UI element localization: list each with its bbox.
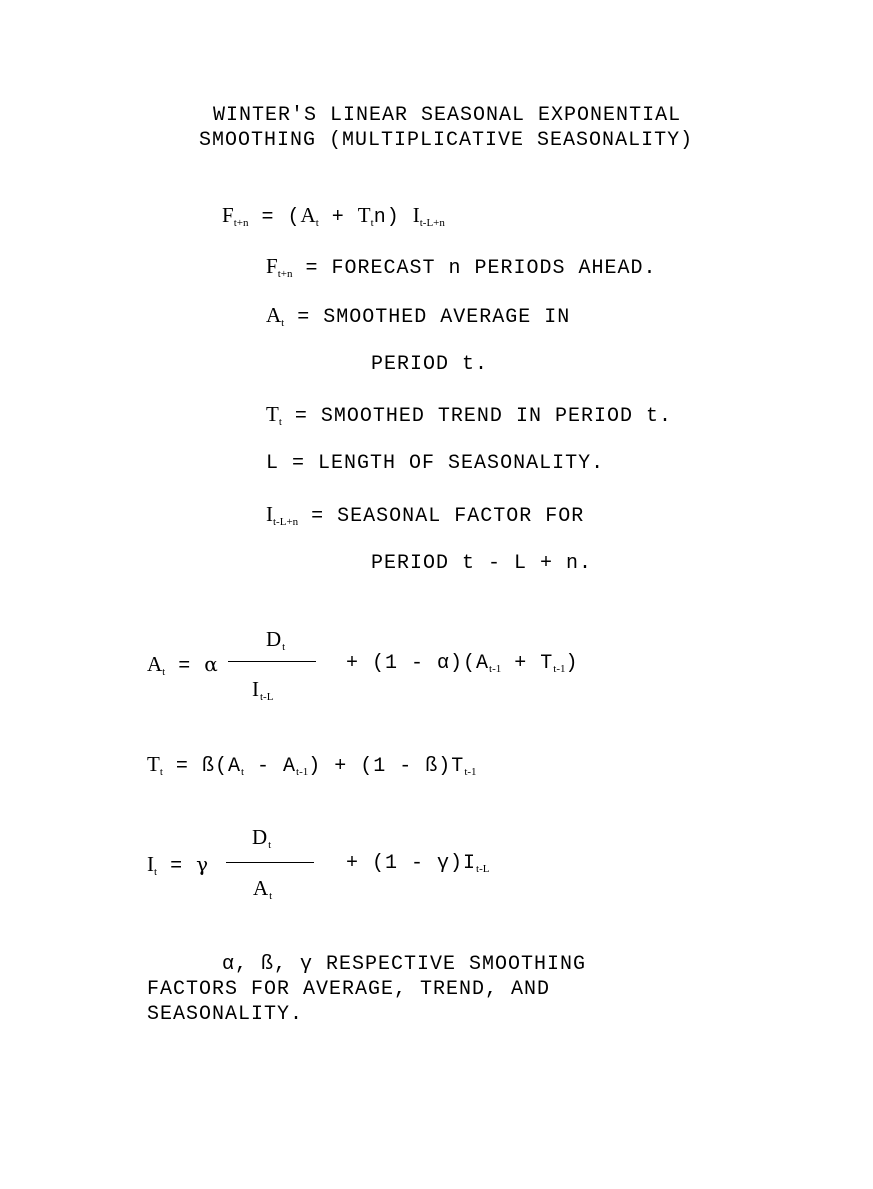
trend-part-3: ) + (1 - ß)T: [308, 755, 465, 778]
forecast-equation: [222, 203, 445, 229]
numerator-sub: t: [268, 839, 272, 851]
title-line-1: WINTER'S LINEAR SEASONAL EXPONENTIAL: [213, 104, 682, 127]
denominator-symbol: A: [253, 876, 270, 900]
title-line-2: SMOOTHING (MULTIPLICATIVE SEASONALITY): [199, 129, 694, 152]
definition-symbol: A: [266, 303, 282, 327]
average-rest-b: + T: [514, 652, 554, 675]
trend-equation: [147, 752, 477, 778]
forecast-t-sub: t: [370, 217, 374, 229]
denominator-sub: t: [269, 890, 273, 902]
forecast-i-sub: t-L+n: [419, 217, 445, 229]
forecast-plus: +: [331, 206, 345, 229]
definition-seasonal: [266, 502, 584, 528]
trend-eq-sign: =: [175, 755, 189, 778]
forecast-i: I: [412, 203, 420, 227]
note-line-2: FACTORS FOR AVERAGE, TREND, AND: [147, 978, 551, 1001]
seasonal-fraction-bar: [226, 862, 314, 863]
definition-symbol: T: [266, 402, 279, 426]
trend-part-1: ß(A: [201, 755, 241, 778]
trend-part-2: - A: [257, 755, 297, 778]
forecast-open-paren: (: [287, 206, 301, 229]
seasonal-eq-sign: =: [170, 855, 184, 878]
seasonal-lhs: I: [147, 852, 154, 876]
numerator-sub: t: [282, 641, 286, 653]
forecast-a: A: [300, 203, 316, 227]
definition-symbol-sub: t-L+n: [273, 516, 299, 528]
definition-average-cont: [371, 353, 488, 376]
average-equation-lhs: [147, 652, 218, 678]
denominator-sub: t-L: [260, 691, 274, 703]
denominator-symbol: I: [252, 677, 260, 701]
definition-text: = FORECAST n PERIODS AHEAD.: [305, 257, 657, 280]
average-lhs: A: [147, 652, 163, 676]
definition-symbol-sub: t: [281, 317, 285, 329]
seasonal-rest-sub: t-L: [476, 863, 490, 875]
trend-part-3-sub: t-1: [464, 766, 477, 778]
trend-lhs-sub: t: [159, 766, 163, 778]
average-rest-b-sub: t-1: [553, 663, 566, 675]
gamma-symbol: γ: [196, 852, 209, 876]
forecast-n: n): [373, 206, 400, 229]
definition-text: PERIOD t - L + n.: [371, 552, 593, 575]
definition-symbol-sub: t+n: [277, 268, 293, 280]
definition-symbol-sub: t: [278, 416, 282, 428]
average-rest-a-sub: t-1: [489, 663, 502, 675]
seasonal-lhs-sub: t: [154, 866, 158, 878]
definition-trend: [266, 402, 672, 428]
average-equation-rest: [346, 652, 579, 675]
alpha-symbol: α: [204, 652, 218, 676]
average-fraction-denominator: [252, 677, 273, 703]
forecast-eq-sign: =: [261, 206, 275, 229]
average-fraction-numerator: [266, 627, 285, 653]
definition-forecast: [266, 254, 657, 280]
definition-text: = SEASONAL FACTOR FOR: [311, 505, 585, 528]
definition-text: = LENGTH OF SEASONALITY.: [292, 452, 605, 475]
numerator-symbol: D: [252, 825, 269, 849]
forecast-t: T: [357, 203, 371, 227]
forecast-lhs-sub: t+n: [233, 217, 249, 229]
definition-symbol: F: [266, 254, 278, 278]
definition-symbol: I: [266, 502, 273, 526]
trend-part-1-sub: t: [240, 766, 245, 778]
average-eq-sign: =: [178, 655, 192, 678]
seasonal-fraction-denominator: [253, 876, 272, 902]
definition-symbol: L: [266, 452, 280, 475]
seasonal-fraction-numerator: [252, 825, 271, 851]
note-line-3: SEASONALITY.: [147, 1003, 304, 1026]
seasonal-equation-rest: [346, 852, 489, 875]
definition-text: PERIOD t.: [371, 353, 489, 376]
trend-lhs: T: [147, 752, 160, 776]
trend-part-2-sub: t-1: [296, 766, 309, 778]
seasonal-rest: + (1 - γ)I: [346, 852, 477, 875]
definition-seasonal-cont: [371, 552, 592, 575]
seasonal-equation-lhs: [147, 852, 208, 878]
average-lhs-sub: t: [162, 666, 166, 678]
numerator-symbol: D: [266, 627, 283, 651]
note-line-1: α, ß, γ RESPECTIVE SMOOTHING: [222, 953, 587, 976]
average-close-paren: ): [565, 652, 579, 675]
average-fraction-bar: [228, 661, 316, 662]
definition-average: [266, 303, 570, 329]
forecast-a-sub: t: [315, 217, 319, 229]
definition-text: = SMOOTHED AVERAGE IN: [297, 306, 571, 329]
average-rest-a: + (1 - α)(A: [346, 652, 490, 675]
forecast-lhs: F: [222, 203, 234, 227]
definition-length: [266, 452, 604, 475]
definition-text: = SMOOTHED TREND IN PERIOD t.: [294, 405, 672, 428]
